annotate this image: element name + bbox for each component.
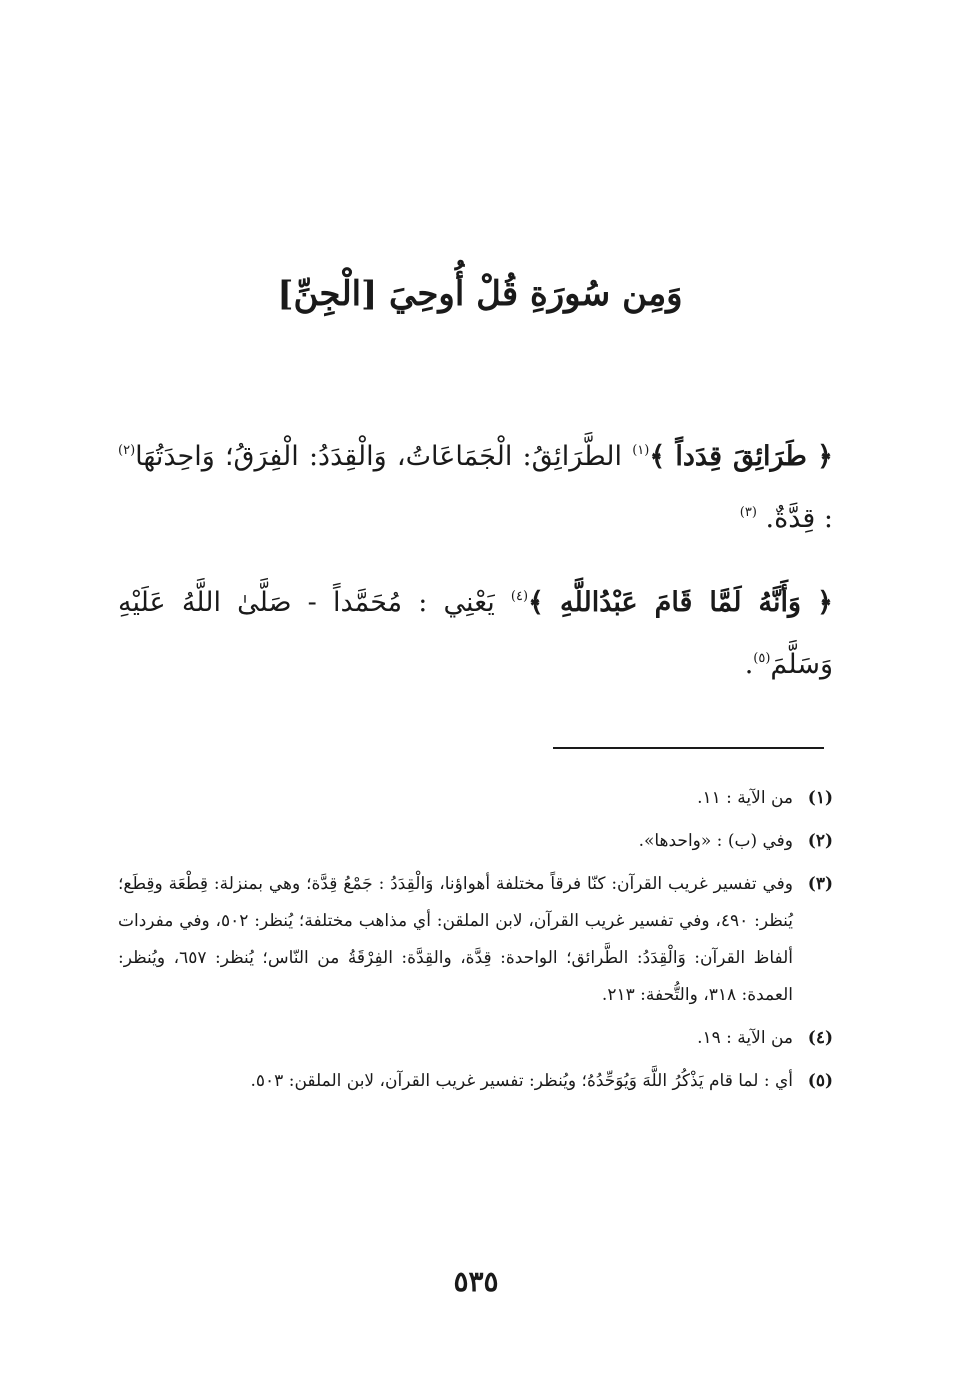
footnote-number: (٢) <box>807 831 833 851</box>
footnote-text: من الآية : ١١. <box>697 788 793 808</box>
surah-title: وَمِن سُورَةِ قُلْ أُوحِيَ [الْجِنِّ] <box>277 274 683 314</box>
footnote-item <box>118 1063 833 1100</box>
footnotes <box>118 780 833 1106</box>
footnote-ref-5[interactable]: (٥) <box>753 651 771 666</box>
entry-abdullah <box>118 572 833 696</box>
footnote-number: (٥) <box>807 1071 833 1091</box>
footnote-number: (١) <box>807 788 833 808</box>
quran-close-bracket: ﴾ <box>528 587 544 618</box>
explanation-text: الطَّرَائِقُ: الْجَمَاعَاتُ، وَالْقِدَدُ: الْفِرَقُ؛ وَاحِدَتُهَا <box>135 441 622 472</box>
footnote-divider <box>553 747 824 749</box>
explanation-text: يَعْنِي : مُحَمَّداً - صَلَّىٰ اللَّهُ عَلَيْهِ وَسَلَّمَ <box>118 587 833 680</box>
footnote-item <box>118 1020 833 1057</box>
quran-open-bracket: ﴿ <box>817 441 833 472</box>
quran-phrase: طَرَائِقَ قِدَداً <box>675 441 807 472</box>
quran-open-bracket: ﴿ <box>817 587 833 618</box>
footnote-item <box>118 866 833 1014</box>
footnote-item <box>118 823 833 860</box>
footnote-ref-2[interactable]: (٢) <box>118 443 136 458</box>
footnote-text: أي : لما قام يَذْكُرُ اللَّهَ وَيُوَحِّدُهُ؛ ويُنظر: تفسير غريب القرآن، لابن الملقن: ٥٠٣. <box>250 1071 793 1091</box>
footnote-ref-3[interactable]: (٣) <box>739 505 757 520</box>
quran-phrase: وَأَنَّهُ لَمَّا قَامَ عَبْدُاللَّهِ <box>560 587 801 618</box>
footnote-text: وفي تفسير غريب القرآن: كنّا فرقاً مختلفة أهواؤنا، وَالْقِدَدُ : جَمْعُ قِدَّة؛ وهي بمنزلة: قِطْعَة وقِطَع؛ يُنظر: ٤٩٠، وفي تفسير غريب القرآن، لابن الملقن: أي مذاهب مختلفة؛ يُنظر: ٥٠٢، وفي مفردات ألفاظ القرآن: وَالْقِدَدُ: الطَّرائق؛ الواحدة: قِدَّة، والقِدَّة: الفِرْقَةُ من النّاس؛ يُنظر: ٦٥٧، ويُنظر: العمدة: ٣١٨، والتُّحفة: ٢١٣. <box>118 874 794 1005</box>
explanation-text-end: . <box>744 649 754 680</box>
entry-tarayiq <box>118 426 833 550</box>
footnote-text: من الآية : ١٩. <box>697 1028 793 1048</box>
footnote-number: (٣) <box>807 874 833 894</box>
quran-close-bracket: ﴾ <box>649 441 666 472</box>
page-number: ٥٣٥ <box>453 1265 499 1298</box>
footnote-item <box>118 780 833 817</box>
footnote-text: وفي (ب) : «واحدها». <box>638 831 793 851</box>
footnote-number: (٤) <box>807 1028 833 1048</box>
footnote-ref-4[interactable]: (٤) <box>510 589 529 604</box>
footnote-ref-1[interactable]: (١) <box>632 443 650 458</box>
explanation-text-cont: : قِدَّةٌ. <box>765 503 833 534</box>
